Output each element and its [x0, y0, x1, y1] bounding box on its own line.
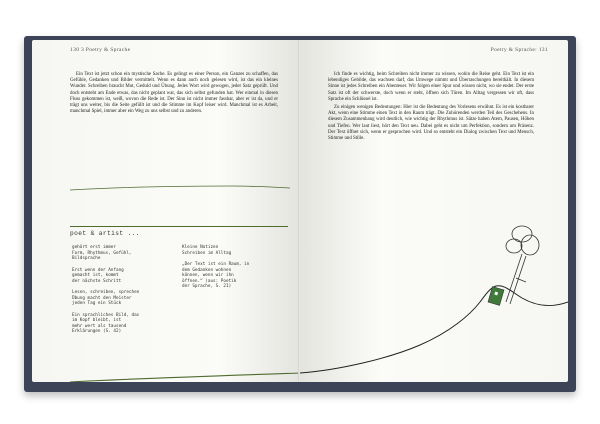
note-line: „Der Text ist ein Raum, in — [182, 262, 250, 267]
left-page — [32, 40, 300, 382]
right-paragraph: Ich finde es wichtig, beim Schreiben nicht immer zu wissen, wohin die Reise geht. Ein Text ist ein lebendiges Gebilde, das wachsen darf, das Umwege nimmt und Überraschungen bereithält. In diesem Sinne ist jedes Schreiben ein Abenteuer. Wir folgen einer Spur und wissen nicht, wo sie endet. Der erste Satz ist oft der schwerste, doch wenn er steht, öffnen sich Türen. Im Alltag vergessen wir oft, dass Sprache ein Schlüssel ist. — [328, 72, 534, 102]
note-line: Bildsprache — [72, 256, 101, 261]
section-title: poet & artist ... — [70, 230, 140, 237]
note-line: jeden Tag ein Stück — [72, 301, 122, 306]
note-line: können, wenn wir ihn — [182, 273, 234, 278]
note-line: Lesen, schreiben, sprechen — [72, 290, 140, 295]
note-line: Form, Rhythmus, Gefühl, — [72, 250, 132, 256]
note-line: Übung macht den Meister — [72, 295, 132, 301]
note-line: gehört erst immer — [72, 245, 116, 250]
note-line: mehr wert als tausend — [72, 323, 127, 329]
note-line: Ein sprachliches Bild, das — [72, 312, 140, 318]
note-line: Schreiben im Alltag — [182, 250, 232, 256]
key-doodle-icon — [300, 40, 568, 382]
left-paragraph: Ein Text ist jetzt schon ein mystische Sache. Es gelingt es einer Person, ein Ganzes zu schaffen, das Gefühle, Gedanken und Bilder vermittelt. Wenn es dann auch noch gelesen wird, ist das ein kleines Wunder. Schreiben braucht Mut, Geduld und Übung. Jedes Wort wird gewogen, jeder Satz geprüft. Und doch entsteht am Ende etwas, das nicht geplant war, das sich selbst gefunden hat. Wer einmal in diesen Fluss gekommen ist, weiß, wovon die Rede ist. Der Sinn ist nicht immer fassbar, aber er ist da, und er trägt uns weiter, bis die Seite gefüllt ist und die Stimme im Kopf leiser wird. Manchmal ist es Arbeit, manchmal Spiel, immer aber ein Weg zu uns selbst und zu anderen. — [70, 72, 278, 115]
note-line: der Sprache, S. 21) — [182, 284, 232, 289]
right-page — [300, 40, 568, 382]
note-line: dem Gedanken wohnen — [182, 267, 232, 273]
note-line: Kleine Notizen — [182, 245, 219, 250]
hand-drawn-line-left — [32, 40, 300, 382]
note-line: Erklärungen (S. 42) — [72, 329, 122, 334]
right-running-head: Poetry & Sprache: 131 — [490, 47, 548, 53]
note-line: gemacht ist, kommt — [72, 273, 119, 278]
right-paragraph: Zu einigen wenigen Bedeutungen: Hier ist die Bedeutung des Vorlesens erwähnt. Es ist ein kostbarer Akt, wenn eine Stimme einen Text in den Raum trägt. Die Zuhörenden werden Teil des Geschehens. In diesem Zusammenhang wird deutlich, wie wichtig der Rhythmus ist. Sätze haben Atem, Pausen, Höhen und Tiefen. Wer laut liest, hört den Text neu. Dabei geht es nicht um Perfektion, sondern um Präsenz. Der Text öffnet sich, wenn er gesprochen wird. Und so entsteht ein Dialog zwischen Text und Mensch, Stimme und Stille. — [328, 105, 534, 142]
note-line: der nächste Schritt — [72, 278, 122, 284]
open-book — [24, 36, 576, 392]
note-line: Erst wenn der Anfang — [72, 267, 124, 273]
note-line: öffnen.“ (aus: Poetik — [182, 278, 237, 284]
note-line: im Kopf bleibt, ist — [72, 318, 122, 323]
left-running-head: 130 3 Poetry & Sprache — [70, 47, 131, 53]
